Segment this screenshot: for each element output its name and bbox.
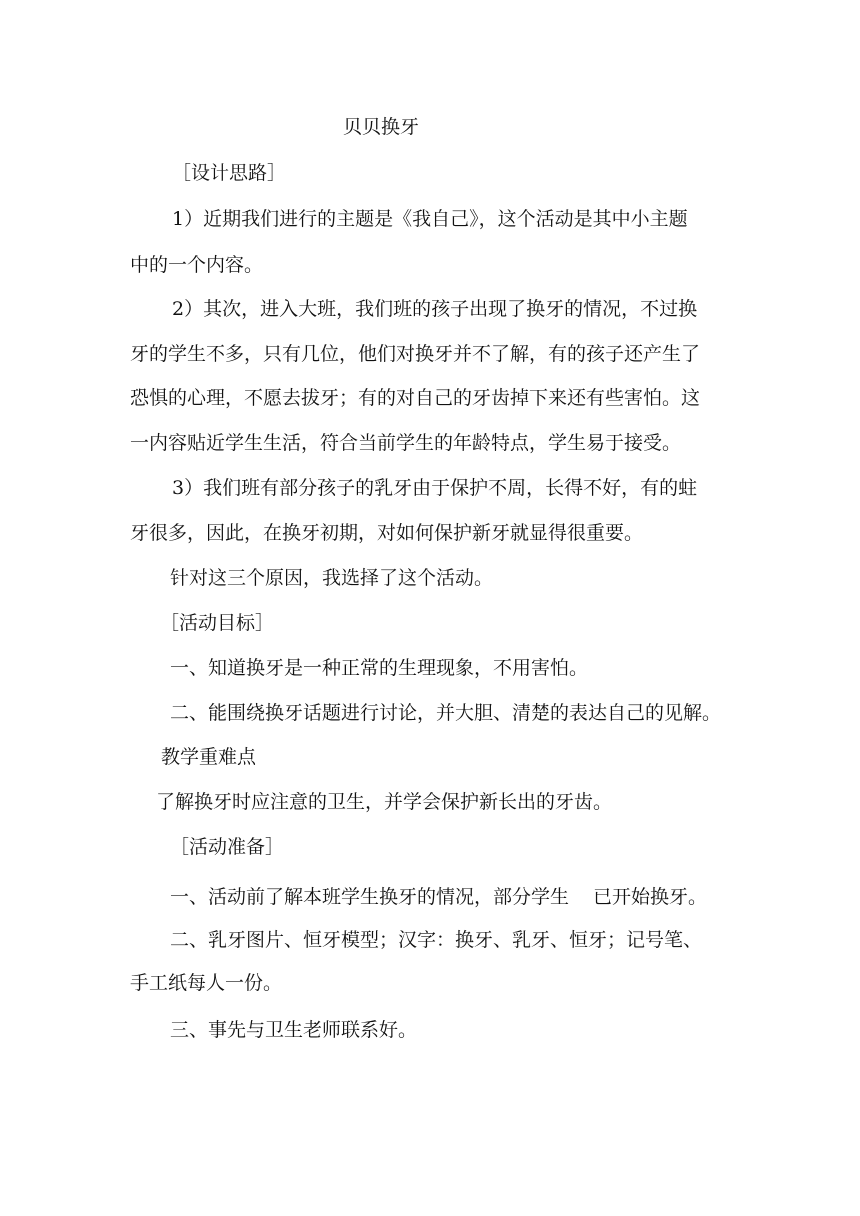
design-paragraph-1-line-1: 1）近期我们进行的主题是《我自己》，这个活动是其中小主题 (172, 208, 688, 230)
preparation-item-1-part-a: 一、活动前了解本班学生换牙的情况，部分学生 (170, 886, 570, 908)
design-paragraph-1-line-2: 中的一个内容。 (130, 254, 264, 276)
design-paragraph-3-line-1: 3）我们班有部分孩子的乳牙由于保护不周，长得不好，有的蛀 (172, 477, 698, 499)
section-heading-key-points: 教学重难点 (161, 746, 257, 768)
preparation-item-1-part-b: 已开始换牙。 (593, 886, 708, 908)
design-paragraph-2-line-3: 恐惧的心理，不愿去拔牙；有的对自己的牙齿掉下来还有些害怕。这 (130, 387, 701, 409)
section-heading-goals: ［活动目标］ (160, 612, 275, 634)
design-paragraph-2-line-1: 2）其次，进入大班，我们班的孩子出现了换牙的情况，不过换 (172, 298, 698, 320)
design-paragraph-3-line-2: 牙很多，因此，在换牙初期，对如何保护新牙就显得很重要。 (130, 522, 644, 544)
preparation-item-1 (170, 882, 707, 912)
key-points-text: 了解换牙时应注意的卫生，并学会保护新长出的牙齿。 (156, 791, 613, 813)
section-heading-design: ［设计思路］ (172, 162, 287, 184)
preparation-item-2-line-2: 手工纸每人一份。 (130, 972, 283, 994)
document-title: 贝贝换牙 (343, 116, 420, 138)
design-paragraph-2-line-4: 一内容贴近学生生活，符合当前学生的年龄特点，学生易于接受。 (130, 432, 682, 454)
section-heading-preparation: ［活动准备］ (170, 836, 285, 858)
design-paragraph-2-line-2: 牙的学生不多，只有几位，他们对换牙并不了解，有的孩子还产生了 (130, 343, 701, 365)
design-summary: 针对这三个原因，我选择了这个活动。 (170, 567, 494, 589)
preparation-item-2-line-1: 二、乳牙图片、恒牙模型；汉字：换牙、乳牙、恒牙；记号笔、 (170, 929, 703, 951)
preparation-item-3: 三、事先与卫生老师联系好。 (170, 1019, 418, 1041)
goal-item-2: 二、能围绕换牙话题进行讨论，并大胆、清楚的表达自己的见解。 (170, 702, 722, 724)
goal-item-1: 一、知道换牙是一种正常的生理现象，不用害怕。 (170, 657, 589, 679)
